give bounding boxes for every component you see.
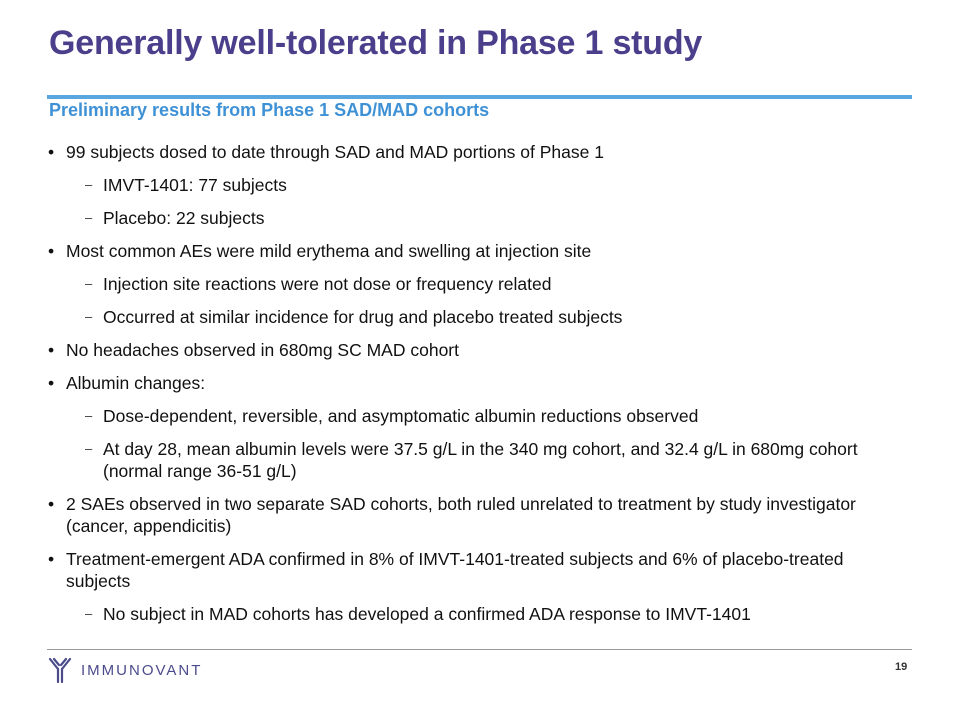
bullet-item: • Albumin changes: [47,372,897,394]
slide-subtitle: Preliminary results from Phase 1 SAD/MAD cohorts [49,100,490,120]
sub-bullet-item: – Placebo: 22 subjects [47,207,897,229]
company-logo [47,655,202,685]
bullet-list [47,141,897,636]
bullet-item: • 2 SAEs observed in two separate SAD cohorts, both ruled unrelated to treatment by study investigator (cancer, appendicitis) [47,493,897,537]
sub-bullet-item: – IMVT-1401: 77 subjects [47,174,897,196]
footer-divider [47,649,912,650]
bullet-item: • Most common AEs were mild erythema and swelling at injection site [47,240,897,262]
bullet-item: • 99 subjects dosed to date through SAD and MAD portions of Phase 1 [47,141,897,163]
slide-title: Generally well-tolerated in Phase 1 study [49,24,703,62]
bullet-item: • No headaches observed in 680mg SC MAD cohort [47,339,897,361]
sub-bullet-item: – Dose-dependent, reversible, and asymptomatic albumin reductions observed [47,405,897,427]
logo-wordmark: IMMUNOVANT [81,661,203,679]
title-divider [47,95,912,99]
sub-bullet-item: – At day 28, mean albumin levels were 37.5 g/L in the 340 mg cohort, and 32.4 g/L in 680mg cohort (normal range 36-51 g/L) [47,438,897,482]
sub-bullet-item: – No subject in MAD cohorts has developed a confirmed ADA response to IMVT-1401 [47,603,897,625]
bullet-item: • Treatment-emergent ADA confirmed in 8% of IMVT-1401-treated subjects and 6% of placebo-treated subjects [47,548,897,592]
page-number: 19 [895,661,908,673]
sub-bullet-item: – Injection site reactions were not dose or frequency related [47,273,897,295]
antibody-logo-icon [47,656,73,684]
sub-bullet-item: – Occurred at similar incidence for drug and placebo treated subjects [47,306,897,328]
